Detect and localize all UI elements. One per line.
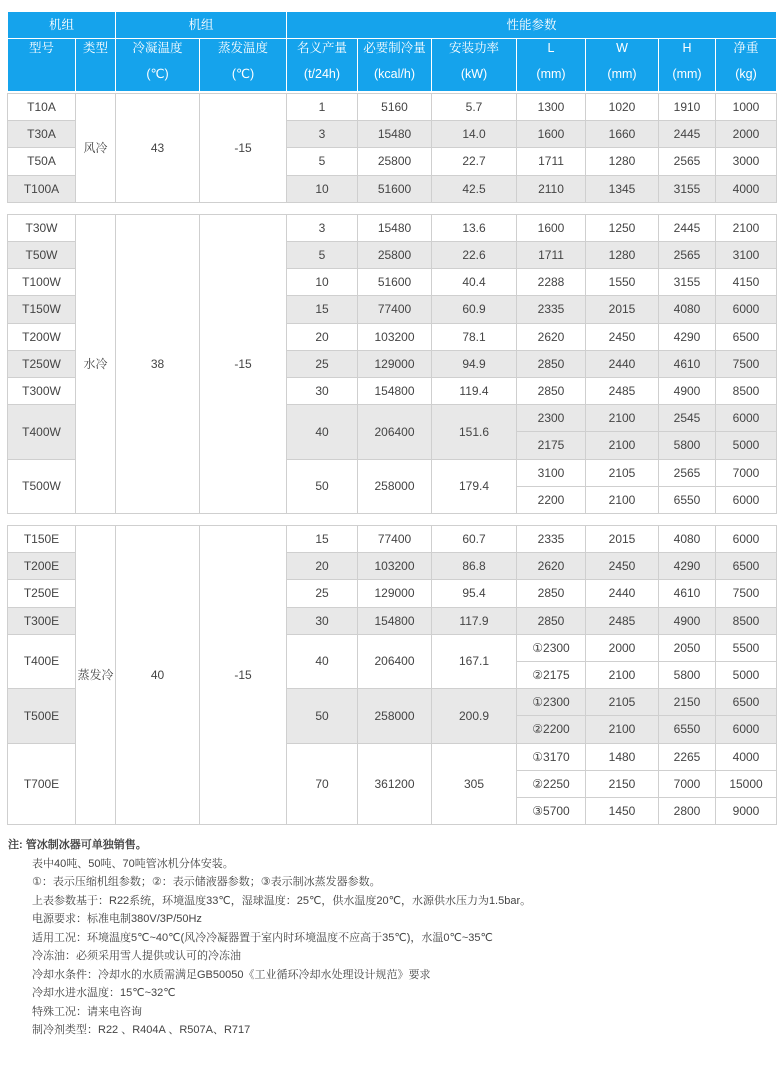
capacity-cell: 30 <box>286 607 358 635</box>
evaporating-temp-cell: -15 <box>199 93 287 203</box>
capacity-cell: 40 <box>286 634 358 689</box>
length-cell: 2620 <box>516 323 586 351</box>
weight-cell: 6000 <box>715 404 777 432</box>
model-cell: T300W <box>7 377 76 405</box>
weight-cell: 15000 <box>715 770 777 798</box>
capacity-cell: 15 <box>286 525 358 553</box>
note-line-9: 冷却水进水温度：15℃~32℃ <box>32 987 176 999</box>
cooling-cell: 15480 <box>357 214 432 242</box>
weight-cell: 5000 <box>715 431 777 459</box>
length-cell: ③5700 <box>516 797 586 825</box>
height-cell: 2565 <box>658 241 716 269</box>
cooling-cell: 206400 <box>357 404 432 459</box>
length-cell: 2850 <box>516 350 586 378</box>
header-col-9 <box>659 39 716 92</box>
cooling-cell: 51600 <box>357 268 432 296</box>
model-cell: T100A <box>7 175 76 203</box>
height-cell: 2545 <box>658 404 716 432</box>
power-cell: 5.7 <box>431 93 517 121</box>
model-cell: T30W <box>7 214 76 242</box>
power-cell: 78.1 <box>431 323 517 351</box>
length-cell: ②2250 <box>516 770 586 798</box>
power-cell: 305 <box>431 743 517 826</box>
width-cell: 2440 <box>585 350 659 378</box>
width-cell: 2450 <box>585 323 659 351</box>
cooling-cell: 5160 <box>357 93 432 121</box>
type-cell: 水冷 <box>75 214 116 514</box>
weight-cell: 3000 <box>715 147 777 175</box>
capacity-cell: 3 <box>286 120 358 148</box>
length-cell: 3100 <box>516 459 586 487</box>
width-cell: 1450 <box>585 797 659 825</box>
capacity-cell: 25 <box>286 579 358 607</box>
cooling-cell: 258000 <box>357 688 432 743</box>
condensing-temp-cell: 40 <box>115 525 200 825</box>
width-cell: 2105 <box>585 688 659 716</box>
cooling-cell: 25800 <box>357 147 432 175</box>
capacity-cell: 40 <box>286 404 358 459</box>
height-cell: 4610 <box>658 350 716 378</box>
weight-cell: 9000 <box>715 797 777 825</box>
length-cell: 2288 <box>516 268 586 296</box>
cooling-cell: 129000 <box>357 579 432 607</box>
weight-cell: 8500 <box>715 607 777 635</box>
width-cell: 1280 <box>585 241 659 269</box>
header-col-10 <box>716 39 777 92</box>
capacity-cell: 10 <box>286 175 358 203</box>
evaporating-temp-cell: -15 <box>199 214 287 514</box>
capacity-cell: 5 <box>286 241 358 269</box>
power-cell: 86.8 <box>431 552 517 580</box>
header-col-8 <box>586 39 659 92</box>
model-cell: T10A <box>7 93 76 121</box>
width-cell: 1250 <box>585 214 659 242</box>
header-col-label: W <box>616 41 628 55</box>
width-cell: 2450 <box>585 552 659 580</box>
note-line-8: 冷却水条件：冷却水的水质需满足GB50050《工业循环冷却水处理设计规范》要求 <box>32 968 431 981</box>
length-cell: 1600 <box>516 214 586 242</box>
header-col-7 <box>517 39 586 92</box>
weight-cell: 4150 <box>715 268 777 296</box>
width-cell: 2485 <box>585 607 659 635</box>
note-line-7: 冷冻油：必须采用雪人提供或认可的冷冻油 <box>32 950 241 962</box>
cooling-cell: 103200 <box>357 323 432 351</box>
width-cell: 1660 <box>585 120 659 148</box>
length-cell: 1600 <box>516 120 586 148</box>
model-cell: T500W <box>7 459 76 514</box>
weight-cell: 5000 <box>715 661 777 689</box>
width-cell: 2015 <box>585 525 659 553</box>
header-col-label: 类型 <box>82 41 108 55</box>
length-cell: 2175 <box>516 431 586 459</box>
power-cell: 13.6 <box>431 214 517 242</box>
note-line-10: 特殊工况：请来电咨询 <box>32 1005 142 1018</box>
header-col-unit: (℃) <box>231 67 255 81</box>
model-cell: T500E <box>7 688 76 743</box>
cooling-cell: 361200 <box>357 743 432 826</box>
length-cell: 2620 <box>516 552 586 580</box>
height-cell: 4290 <box>658 552 716 580</box>
model-cell: T400W <box>7 404 76 459</box>
header-col-unit: (℃) <box>146 67 169 81</box>
header-col-label: 型号 <box>28 41 54 55</box>
weight-cell: 6000 <box>715 486 777 514</box>
weight-cell: 6500 <box>715 552 777 580</box>
length-cell: 1711 <box>516 147 586 175</box>
power-cell: 22.7 <box>431 147 517 175</box>
capacity-cell: 30 <box>286 377 358 405</box>
width-cell: 2015 <box>585 295 659 323</box>
capacity-cell: 70 <box>286 743 358 826</box>
length-cell: 1300 <box>516 93 586 121</box>
header-col-label: 蒸发温度 <box>217 41 268 55</box>
header-col-6 <box>432 39 517 92</box>
length-cell: 2110 <box>516 175 586 203</box>
length-cell: ①2300 <box>516 634 586 662</box>
width-cell: 2485 <box>585 377 659 405</box>
width-cell: 2150 <box>585 770 659 798</box>
power-cell: 179.4 <box>431 459 517 514</box>
power-cell: 95.4 <box>431 579 517 607</box>
length-cell: 2335 <box>516 525 586 553</box>
note-line-1 <box>8 836 531 855</box>
power-cell: 40.4 <box>431 268 517 296</box>
weight-cell: 2100 <box>715 214 777 242</box>
header-col-0 <box>8 39 76 92</box>
capacity-cell: 10 <box>286 268 358 296</box>
model-cell: T700E <box>7 743 76 826</box>
weight-cell: 7500 <box>715 350 777 378</box>
height-cell: 2445 <box>658 120 716 148</box>
cooling-cell: 206400 <box>357 634 432 689</box>
header-col-3 <box>200 39 287 92</box>
note-line-4: 上表参数基于：R22系统，环境温度33℃，湿球温度：25℃，供水温度20℃，水源供水压力为1.5bar。 <box>32 894 532 907</box>
length-cell: 2850 <box>516 377 586 405</box>
weight-cell: 6000 <box>715 295 777 323</box>
note-text: 管冰制冰器可单独销售。 <box>25 839 147 851</box>
weight-cell: 7000 <box>715 459 777 487</box>
cooling-cell: 154800 <box>357 377 432 405</box>
header-group-unit: 机组 <box>8 12 116 39</box>
weight-cell: 3100 <box>715 241 777 269</box>
evaporating-temp-cell: -15 <box>199 525 287 825</box>
power-cell: 117.9 <box>431 607 517 635</box>
model-cell: T30A <box>7 120 76 148</box>
capacity-cell: 50 <box>286 459 358 514</box>
header-col-1 <box>76 39 116 92</box>
cooling-cell: 77400 <box>357 295 432 323</box>
length-cell: ②2175 <box>516 661 586 689</box>
weight-cell: 7500 <box>715 579 777 607</box>
cooling-cell: 258000 <box>357 459 432 514</box>
header-col-5 <box>358 39 432 92</box>
type-cell: 风冷 <box>75 93 116 203</box>
header-col-unit: (t/24h) <box>303 67 341 81</box>
height-cell: 4900 <box>658 377 716 405</box>
width-cell: 1550 <box>585 268 659 296</box>
capacity-cell: 3 <box>286 214 358 242</box>
width-cell: 2100 <box>585 404 659 432</box>
power-cell: 14.0 <box>431 120 517 148</box>
length-cell: 2850 <box>516 607 586 635</box>
header-col-label: 净重 <box>733 41 759 55</box>
height-cell: 4080 <box>658 295 716 323</box>
height-cell: 3155 <box>658 268 716 296</box>
power-cell: 94.9 <box>431 350 517 378</box>
height-cell: 2050 <box>658 634 716 662</box>
header-col-unit: (mm) <box>672 67 702 81</box>
weight-cell: 6000 <box>715 715 777 743</box>
header-col-unit: (kcal/h) <box>374 67 415 81</box>
width-cell: 2105 <box>585 459 659 487</box>
cooling-cell: 129000 <box>357 350 432 378</box>
height-cell: 7000 <box>658 770 716 798</box>
width-cell: 2440 <box>585 579 659 607</box>
header-col-label: 名义产量 <box>296 41 347 55</box>
length-cell: ②2200 <box>516 715 586 743</box>
length-cell: ①2300 <box>516 688 586 716</box>
cooling-cell: 154800 <box>357 607 432 635</box>
model-cell: T150E <box>7 525 76 553</box>
power-cell: 167.1 <box>431 634 517 689</box>
model-cell: T200E <box>7 552 76 580</box>
model-cell: T300E <box>7 607 76 635</box>
power-cell: 42.5 <box>431 175 517 203</box>
weight-cell: 4000 <box>715 743 777 771</box>
capacity-cell: 5 <box>286 147 358 175</box>
height-cell: 2150 <box>658 688 716 716</box>
note-line-6: 适用工况：环境温度5℃~40℃(风冷冷凝器置于室内时环境温度不应高于35℃)，水温0℃~35℃ <box>32 931 493 944</box>
height-cell: 2445 <box>658 214 716 242</box>
weight-cell: 8500 <box>715 377 777 405</box>
weight-cell: 6000 <box>715 525 777 553</box>
height-cell: 4610 <box>658 579 716 607</box>
width-cell: 2100 <box>585 661 659 689</box>
model-cell: T250W <box>7 350 76 378</box>
power-cell: 60.7 <box>431 525 517 553</box>
header-col-label: L <box>547 41 555 55</box>
header-col-4 <box>287 39 358 92</box>
length-cell: 2335 <box>516 295 586 323</box>
note-line-11: 制冷剂类型：R22 、R404A 、R507A、R717 <box>32 1024 251 1036</box>
height-cell: 2565 <box>658 147 716 175</box>
length-cell: ①3170 <box>516 743 586 771</box>
height-cell: 3155 <box>658 175 716 203</box>
height-cell: 5800 <box>658 661 716 689</box>
power-cell: 22.6 <box>431 241 517 269</box>
height-cell: 6550 <box>658 486 716 514</box>
header-col-unit: (kW) <box>460 67 488 81</box>
condensing-temp-cell: 43 <box>115 93 200 203</box>
width-cell: 2000 <box>585 634 659 662</box>
weight-cell: 5500 <box>715 634 777 662</box>
cooling-cell: 15480 <box>357 120 432 148</box>
height-cell: 4290 <box>658 323 716 351</box>
condensing-temp-cell: 38 <box>115 214 200 514</box>
length-cell: 2200 <box>516 486 586 514</box>
capacity-cell: 1 <box>286 93 358 121</box>
header-col-unit: (mm) <box>536 67 566 81</box>
capacity-cell: 20 <box>286 323 358 351</box>
length-cell: 1711 <box>516 241 586 269</box>
header-col-2 <box>116 39 200 92</box>
note-line-2: 表中40吨、50吨、70吨管冰机分体安装。 <box>32 857 234 870</box>
power-cell: 151.6 <box>431 404 517 459</box>
weight-cell: 4000 <box>715 175 777 203</box>
height-cell: 2265 <box>658 743 716 771</box>
model-cell: T50W <box>7 241 76 269</box>
height-cell: 4080 <box>658 525 716 553</box>
cooling-cell: 103200 <box>357 552 432 580</box>
model-cell: T150W <box>7 295 76 323</box>
weight-cell: 6500 <box>715 688 777 716</box>
weight-cell: 6500 <box>715 323 777 351</box>
header-col-unit: (kg) <box>735 67 757 81</box>
height-cell: 6550 <box>658 715 716 743</box>
width-cell: 1480 <box>585 743 659 771</box>
type-cell: 蒸发冷 <box>75 525 116 825</box>
length-cell: 2850 <box>516 579 586 607</box>
model-cell: T400E <box>7 634 76 689</box>
cooling-cell: 77400 <box>357 525 432 553</box>
model-cell: T250E <box>7 579 76 607</box>
power-cell: 200.9 <box>431 688 517 743</box>
width-cell: 1280 <box>585 147 659 175</box>
model-cell: T50A <box>7 147 76 175</box>
width-cell: 1020 <box>585 93 659 121</box>
header-col-unit: (mm) <box>607 67 637 81</box>
width-cell: 2100 <box>585 486 659 514</box>
width-cell: 2100 <box>585 431 659 459</box>
header-col-label: 冷凝温度 <box>132 41 183 55</box>
power-cell: 119.4 <box>431 377 517 405</box>
height-cell: 5800 <box>658 431 716 459</box>
cooling-cell: 25800 <box>357 241 432 269</box>
capacity-cell: 25 <box>286 350 358 378</box>
height-cell: 2800 <box>658 797 716 825</box>
header-col-label: H <box>682 41 692 55</box>
weight-cell: 1000 <box>715 93 777 121</box>
header-group-performance: 性能参数 <box>287 12 777 39</box>
note-line-3: ①：表示压缩机组参数；②：表示储液器参数；③表示制冰蒸发器参数。 <box>32 876 381 888</box>
spec-table <box>8 12 777 819</box>
height-cell: 2565 <box>658 459 716 487</box>
height-cell: 1910 <box>658 93 716 121</box>
capacity-cell: 50 <box>286 688 358 743</box>
notes-block <box>8 836 531 1040</box>
length-cell: 2300 <box>516 404 586 432</box>
note-line-5: 电源要求：标准电制380V/3P/50Hz <box>32 913 202 925</box>
header-group-unit-2: 机组 <box>116 12 287 39</box>
cooling-cell: 51600 <box>357 175 432 203</box>
model-cell: T100W <box>7 268 76 296</box>
width-cell: 2100 <box>585 715 659 743</box>
header-col-label: 安装功率 <box>448 41 499 55</box>
power-cell: 60.9 <box>431 295 517 323</box>
capacity-cell: 15 <box>286 295 358 323</box>
capacity-cell: 20 <box>286 552 358 580</box>
model-cell: T200W <box>7 323 76 351</box>
height-cell: 4900 <box>658 607 716 635</box>
weight-cell: 2000 <box>715 120 777 148</box>
notes-prefix: 注: <box>8 839 23 851</box>
header-col-label: 必要制冷量 <box>363 41 426 55</box>
width-cell: 1345 <box>585 175 659 203</box>
